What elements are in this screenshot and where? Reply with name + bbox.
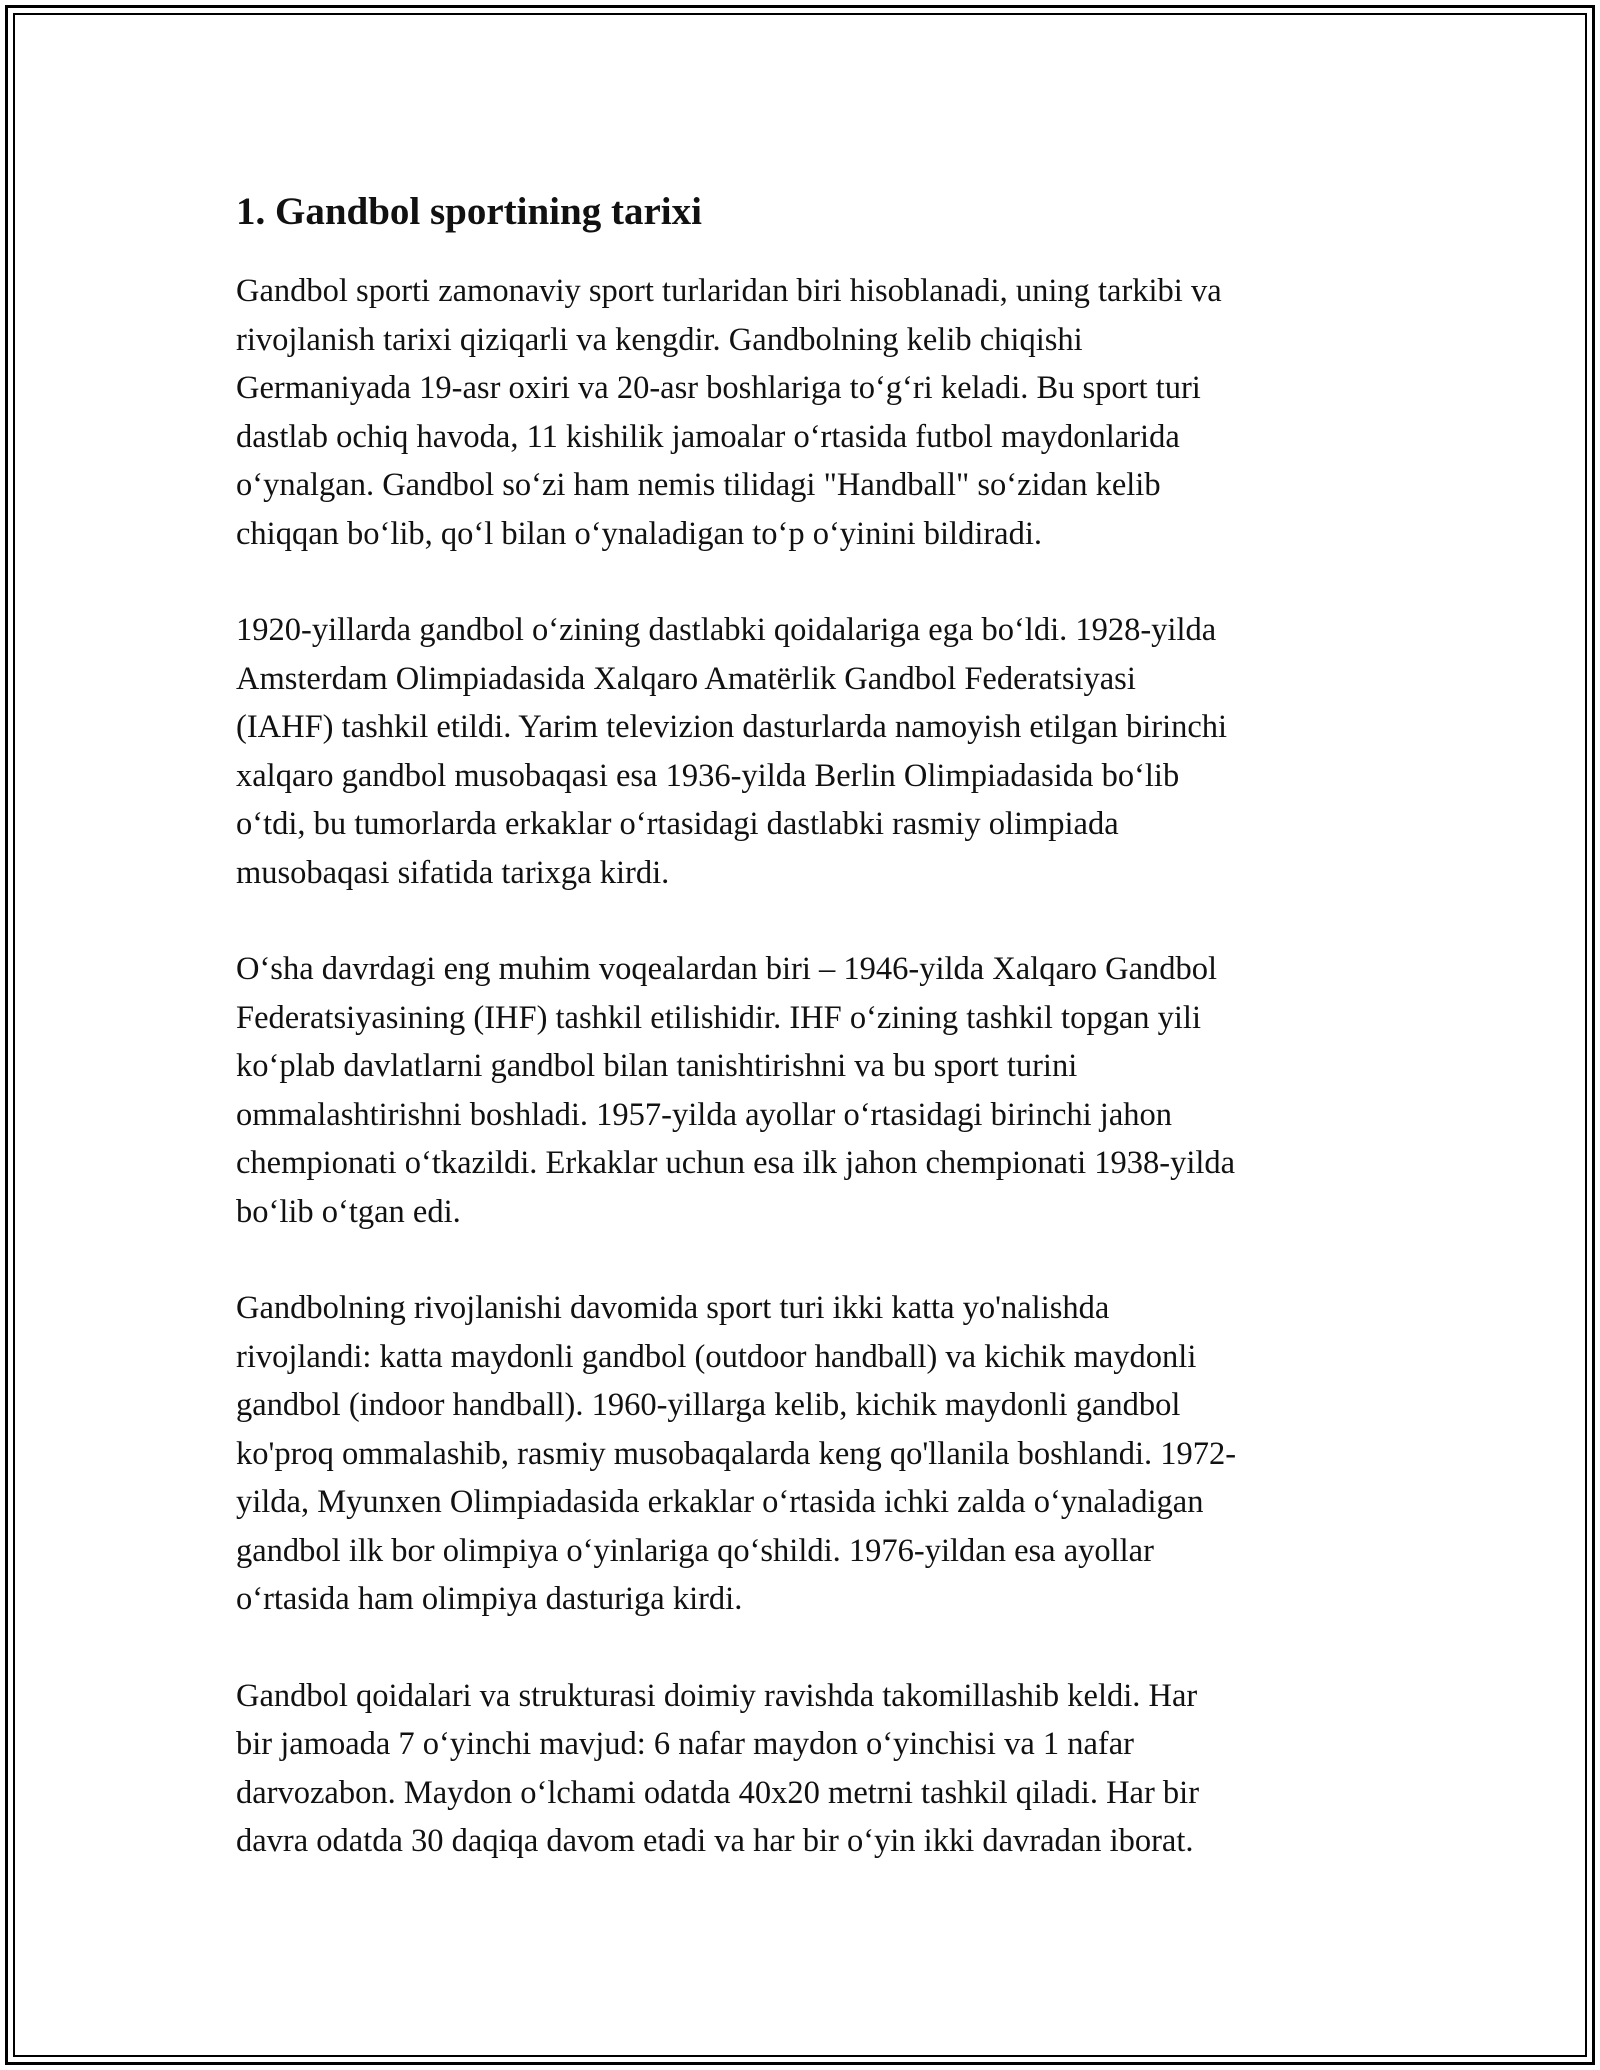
text-line: chempionati o‘tkazildi. Erkaklar uchun esa ilk jahon chempionati 1938-yilda [236, 1145, 1236, 1181]
text-line: 1920-yillarda gandbol o‘zining dastlabki qoidalariga ega bo‘ldi. 1928-yilda [236, 612, 1217, 648]
text-line: yilda, Myunxen Olimpiadasida erkaklar o‘rtasida ichki zalda o‘ynaladigan [236, 1484, 1204, 1520]
text-line: dastlab ochiq havoda, 11 kishilik jamoalar o‘rtasida futbol maydonlarida [236, 418, 1180, 455]
text-line: Gandbol qoidalari va strukturasi doimiy ravishda takomillashib keldi. Har [236, 1677, 1198, 1714]
text-line: xalqaro gandbol musobaqasi esa 1936-yilda Berlin Olimpiadasida bo‘lib [236, 757, 1180, 794]
paragraph-4 [236, 1284, 1368, 1624]
text-line: o‘rtasida ham olimpiya dasturiga kirdi. [236, 1581, 743, 1617]
text-line: rivojlanish tarixi qiziqarli va kengdir. Gandbolning kelib chiqishi [236, 321, 1083, 358]
text-line: o‘ynalgan. Gandbol so‘zi ham nemis tilidagi "Handball" so‘zidan kelib [236, 467, 1161, 503]
text-line: chiqqan bo‘lib, qo‘l bilan o‘ynaladigan to‘p o‘yinini bildiradi. [236, 515, 1043, 552]
text-line: bo‘lib o‘tgan edi. [236, 1193, 461, 1230]
text-line: Gandbolning rivojlanishi davomida sport turi ikki katta yo'nalishda [236, 1290, 1110, 1326]
text-line: ko‘plab davlatlarni gandbol bilan tanishtirishni va bu sport turini [236, 1048, 1078, 1084]
document-body [236, 186, 1368, 1914]
text-line: rivojlandi: katta maydonli gandbol (outdoor handball) va kichik maydonli [236, 1338, 1197, 1375]
paragraph-1 [236, 267, 1368, 558]
text-line: gandbol (indoor handball). 1960-yillarga kelib, kichik maydonli gandbol [236, 1387, 1181, 1423]
text-line: (IAHF) tashkil etildi. Yarim televizion dasturlarda namoyish etilgan birinchi [236, 709, 1228, 745]
text-line: Amsterdam Olimpiadasida Xalqaro Amatërlik Gandbol Federatsiyasi [236, 660, 1136, 697]
text-line: musobaqasi sifatida tarixga kirdi. [236, 854, 670, 891]
text-line: Germaniyada 19-asr oxiri va 20-asr boshlariga to‘g‘ri keladi. Bu sport turi [236, 370, 1201, 406]
text-line: ommalashtirishni boshladi. 1957-yilda ayollar o‘rtasidagi birinchi jahon [236, 1096, 1172, 1133]
text-line: o‘tdi, bu tumorlarda erkaklar o‘rtasidagi dastlabki rasmiy olimpiada [236, 806, 1119, 842]
text-line: Gandbol sporti zamonaviy sport turlaridan biri hisoblanadi, uning tarkibi va [236, 273, 1222, 309]
text-line: Federatsiyasining (IHF) tashkil etilishidir. IHF o‘zining tashkil topgan yili [236, 999, 1201, 1036]
text-line: darvozabon. Maydon o‘lchami odatda 40x20 metrni tashkil qiladi. Har bir [236, 1774, 1200, 1811]
text-line: bir jamoada 7 o‘yinchi mavjud: 6 nafar maydon o‘yinchisi va 1 nafar [236, 1726, 1134, 1762]
paragraph-2 [236, 606, 1368, 897]
paragraph-3 [236, 945, 1368, 1236]
text-line: O‘sha davrdagi eng muhim voqealardan biri – 1946-yilda Xalqaro Gandbol [236, 951, 1218, 987]
text-line: davra odatda 30 daqiqa davom etadi va har bir o‘yin ikki davradan iborat. [236, 1823, 1194, 1859]
section-heading: 1. Gandbol sportining tarixi [236, 190, 702, 233]
text-line: gandbol ilk bor olimpiya o‘yinlariga qo‘shildi. 1976-yildan esa ayollar [236, 1532, 1154, 1569]
text-line: ko'proq ommalashib, rasmiy musobaqalarda keng qo'llanila boshlandi. 1972- [236, 1435, 1237, 1472]
paragraph-5 [236, 1672, 1368, 1866]
